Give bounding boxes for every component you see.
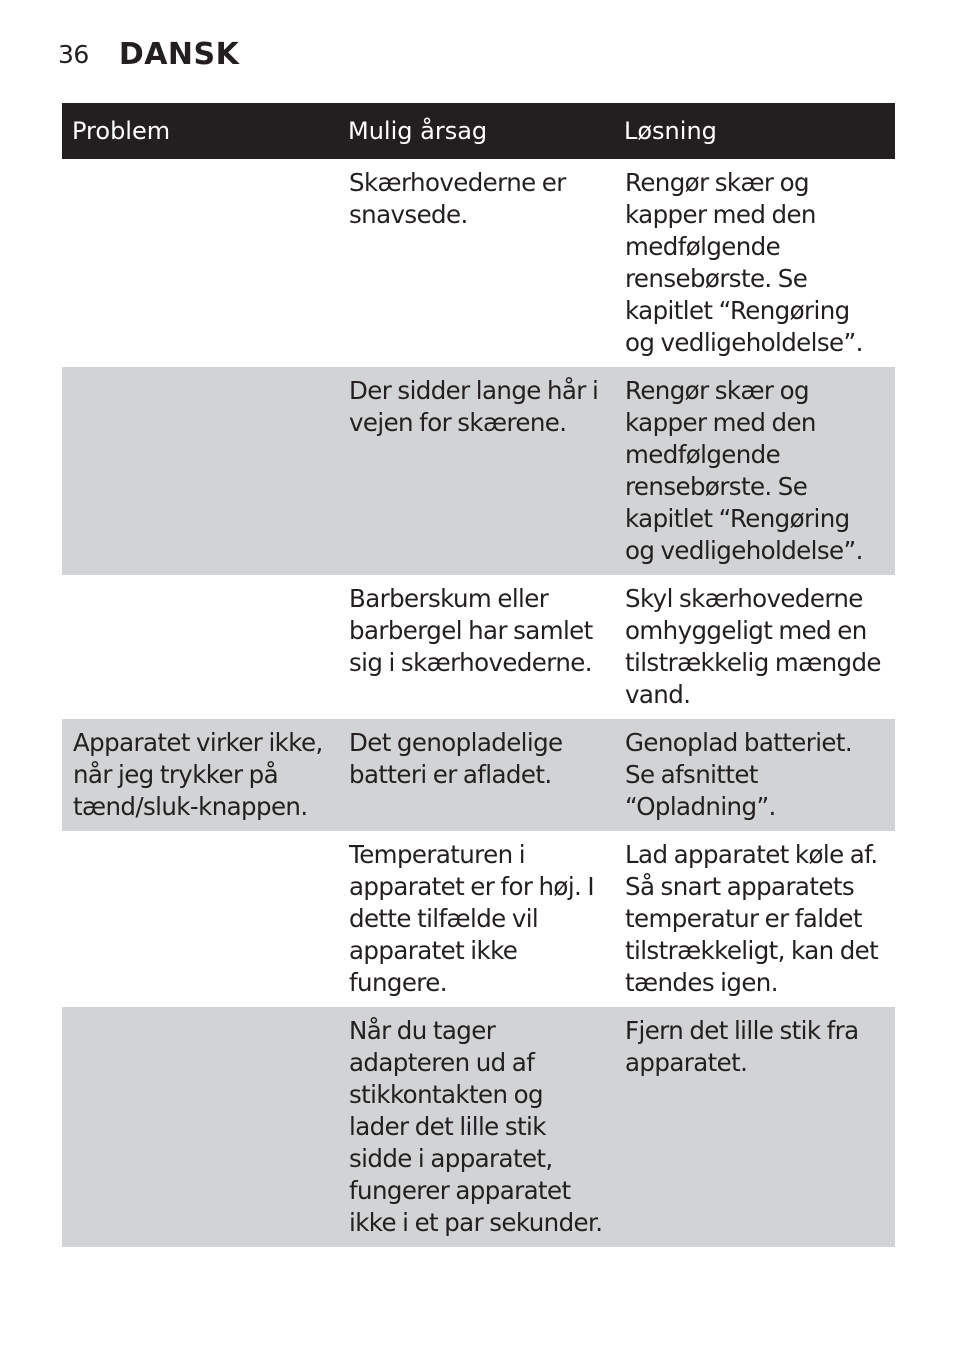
problem-cell: [62, 575, 338, 719]
problem-cell: [62, 1007, 338, 1247]
table-row: [62, 1007, 895, 1247]
solution-cell: Rengør skær og kapper med den medfølgende rensebørste. Se kapitlet “Rengøring og vedligeholdelse”.: [614, 367, 895, 575]
table-row: [62, 719, 895, 831]
table-row: [62, 159, 895, 367]
page-header: [58, 36, 239, 72]
cause-cell: Der sidder lange hår i vejen for skærene.: [338, 367, 614, 575]
table-row: [62, 831, 895, 1007]
solution-cell: Rengør skær og kapper med den medfølgende rensebørste. Se kapitlet “Rengøring og vedligeholdelse”.: [625, 168, 863, 357]
cause-cell: Det genopladelige batteri er afladet.: [338, 719, 614, 831]
table-row: [62, 367, 895, 575]
problem-cell: Apparatet virker ikke, når jeg trykker på tænd/sluk-knappen.: [62, 719, 338, 831]
section-title: DANSK: [118, 36, 240, 72]
troubleshooting-table: [62, 103, 895, 1247]
solution-cell: Lad apparatet køle af. Så snart apparatets temperatur er faldet tilstrækkeligt, kan det tændes igen.: [625, 840, 879, 997]
solution-cell: Fjern det lille stik fra apparatet.: [614, 1007, 895, 1247]
column-header-cause: Mulig årsag: [338, 103, 614, 159]
column-header-solution: Løsning: [614, 103, 895, 159]
column-header-problem: Problem: [62, 103, 338, 159]
troubleshooting-table-container: [62, 103, 895, 1247]
cause-cell: Skærhovederne er snavsede.: [349, 168, 566, 229]
problem-cell: [62, 159, 338, 367]
table-header-row: [62, 103, 895, 159]
problem-cell: [62, 367, 338, 575]
table-row: [62, 575, 895, 719]
cause-cell: Temperaturen i apparatet er for høj. I dette tilfælde vil apparatet ikke fungere.: [349, 840, 595, 997]
solution-cell: Genoplad batteriet. Se afsnittet “Opladning”.: [614, 719, 895, 831]
cause-cell: Når du tager adapteren ud af stikkontakten og lader det lille stik sidde i apparatet, fungerer apparatet ikke i et par sekunder.: [338, 1007, 614, 1247]
solution-cell: Skyl skærhovederne omhyggeligt med en tilstrækkelig mængde vand.: [625, 584, 881, 709]
cause-cell: Barberskum eller barbergel har samlet sig i skærhovederne.: [349, 584, 593, 677]
page-number: 36: [58, 39, 89, 69]
problem-cell: [62, 831, 338, 1007]
